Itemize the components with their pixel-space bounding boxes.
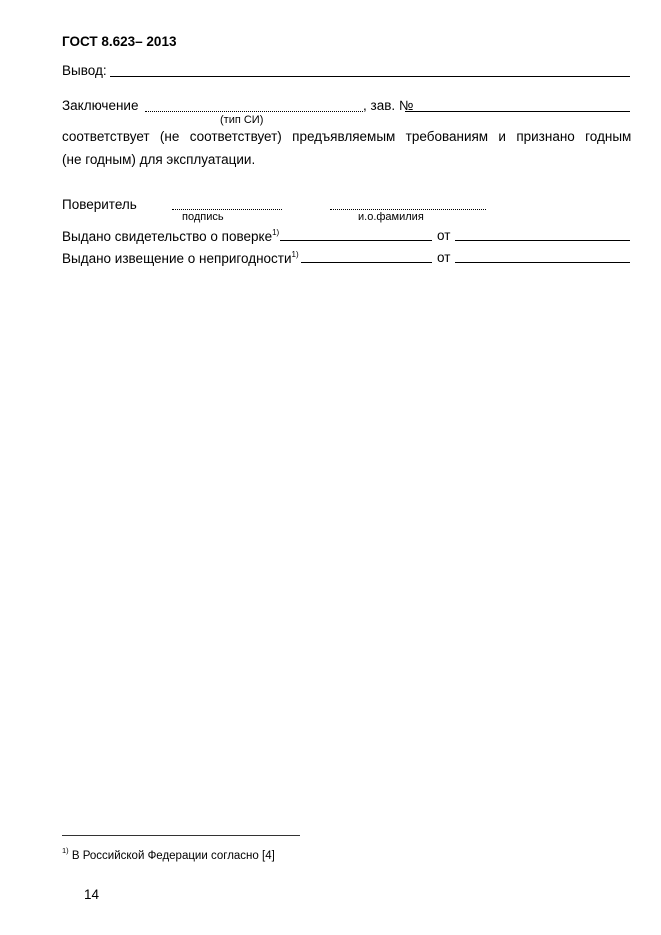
izv-date-line[interactable]	[455, 262, 630, 263]
izv-label-text: Выдано извещение о непригодности	[62, 251, 292, 266]
podpis-caption: подпись	[182, 211, 224, 223]
svid-label-text: Выдано свидетельство о поверке	[62, 229, 273, 244]
podpis-line[interactable]	[172, 209, 282, 210]
izv-label	[62, 250, 299, 266]
sootv-text: соответствует (не соответствует) предъявляемым требованиям и признано годным	[62, 129, 632, 144]
svid-ot-label: от	[437, 228, 451, 243]
footnote	[62, 846, 275, 862]
footnote-text: В Российской Федерации согласно [4]	[68, 850, 275, 862]
svid-number-line[interactable]	[280, 240, 432, 241]
tip-si-caption: (тип СИ)	[220, 114, 264, 126]
zav-label: , зав. №	[363, 98, 414, 113]
page-number: 14	[84, 887, 100, 902]
footnote-mark: 1)	[62, 846, 69, 855]
doc-code: ГОСТ 8.623– 2013	[62, 34, 177, 49]
ne-godnym-text: (не годным) для эксплуатации.	[62, 152, 256, 167]
poveritel-label: Поверитель	[62, 197, 137, 212]
svid-date-line[interactable]	[455, 240, 630, 241]
tip-si-line[interactable]	[145, 111, 363, 112]
svid-label	[62, 228, 279, 244]
zav-number-line[interactable]	[405, 111, 630, 112]
fio-caption: и.о.фамилия	[358, 211, 424, 223]
zakl-label: Заключение	[62, 98, 139, 113]
izv-ot-label: от	[437, 250, 451, 265]
vyvod-label: Вывод:	[62, 63, 107, 78]
vyvod-line[interactable]	[110, 76, 630, 77]
fio-line[interactable]	[330, 209, 486, 210]
izv-number-line[interactable]	[301, 262, 432, 263]
svid-footnote-mark: 1)	[272, 228, 280, 237]
izv-footnote-mark: 1)	[291, 250, 299, 259]
footnote-separator	[62, 835, 300, 836]
